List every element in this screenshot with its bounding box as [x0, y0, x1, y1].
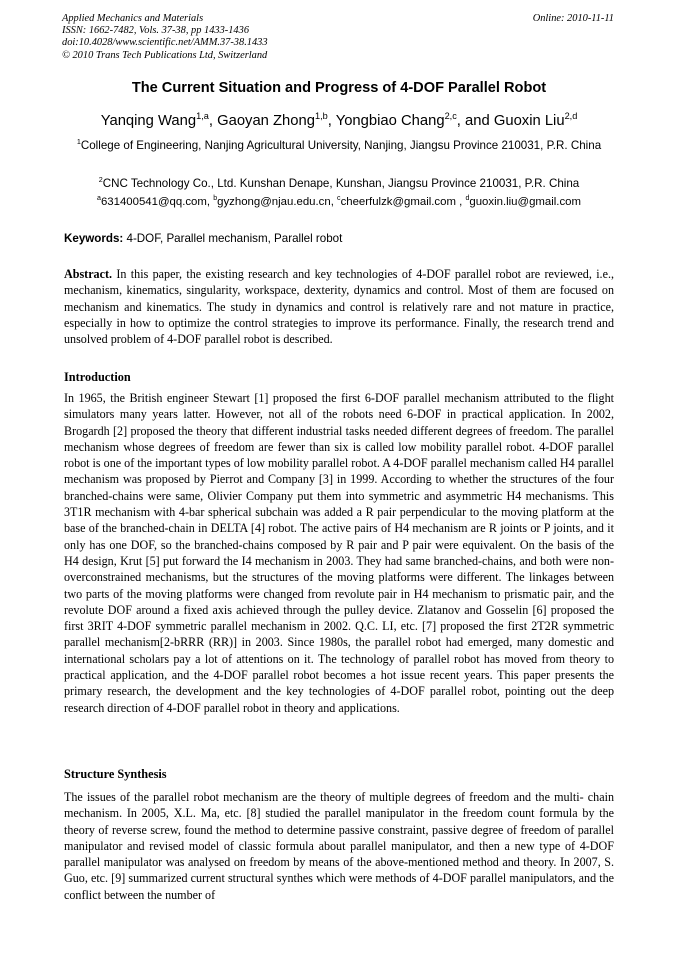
structure-synthesis-text: The issues of the parallel robot mechanism are the theory of multiple degrees of freedom and the multi- chain mechanism. In 2005, X.L. Ma, etc. [8] studied the parallel manipulator in the freedom count formula by the theory of reverse screw, found the method to determine passive constraint, passive degree of freedom of parallel manipulator and revised model of classic formula about parallel manipulator, and then a new type of 4-DOF parallel manipulator was analysed on freedom by means of the above-mentioned method and theory. In 2007, S. Guo, etc. [9] summarized current structural synthes which were methods of 4-DOF parallel manipulators, and the conflict between the number of: [64, 790, 614, 902]
email-address: guoxin.liu@gmail.com: [469, 196, 581, 208]
email-separator: ,: [455, 196, 466, 208]
online-date: Online: 2010-11-11: [532, 13, 614, 24]
author-superscript: 2,c: [444, 111, 457, 122]
affiliation-2: [64, 176, 614, 191]
keywords-text: 4-DOF, Parallel mechanism, Parallel robot: [123, 232, 343, 245]
keywords-line: [64, 232, 342, 245]
keywords-label: Keywords:: [64, 232, 124, 245]
author-superscript: 1,a: [196, 111, 209, 122]
affiliation-text: CNC Technology Co., Ltd. Kunshan Denape, Kunshan, Jiangsu Province 210031, P.R. China: [102, 177, 580, 190]
introduction-heading: Introduction: [64, 370, 131, 384]
journal-name: Applied Mechanics and Materials: [62, 13, 204, 24]
author-separator: ,: [208, 113, 218, 129]
abstract-paragraph: [64, 266, 614, 347]
author-name: Yanqing Wang: [100, 113, 197, 129]
affiliation-text: College of Engineering, Nanjing Agricultural University, Nanjing, Jiangsu Province 210031, P.R. China: [80, 139, 602, 152]
journal-header: [62, 13, 268, 62]
affiliation-1: [64, 138, 614, 153]
author-separator: ,: [327, 113, 336, 129]
email-superscript: c: [337, 195, 341, 203]
email-superscript: b: [213, 195, 218, 203]
author-name: Guoxin Liu: [493, 113, 565, 129]
abstract-text: In this paper, the existing research and key technologies of 4-DOF parallel robot are reviewed, i.e., mechanism, kinematics, singularity, workspace, dexterity, dynamics and control. Most of them are focused on mechanism and kinematics. The study in dynamics and control is relatively rare and not mature in practice, especially in how to optimize the control strategies to improve its performance. Finally, the research trend and unsolved problem of 4-DOF parallel robot is described.: [64, 267, 614, 347]
author-superscript: 1,b: [314, 111, 328, 122]
email-superscript: a: [97, 195, 101, 203]
affiliation-superscript: 1: [76, 137, 81, 147]
author-separator: , and: [456, 113, 494, 129]
email-separator: ,: [206, 196, 214, 208]
email-address: 631400541@qq.com: [100, 196, 207, 208]
doi-line: doi:10.4028/www.scientific.net/AMM.37-38.1433: [62, 37, 268, 49]
introduction-text: In 1965, the British engineer Stewart [1] proposed the first 6-DOF parallel mechanism attributed to the flight simulators many years latter. However, not all of the robots need 6-DOF in practical application. In 2002, Brogardh [2] proposed the theory that different industrial tasks needed different degrees of freedom. The parallel mechanism whose degrees of freedom are fewer than six is called low mobility parallel robot. 4-DOF parallel robot is one of the important types of low mobility parallel robot. A 4-DOF parallel mechanism called H4 parallel mechanism was proposed by Pierrot and Company [3] in 1999. According to whether the structures of the four branched-chains were same, Olivier Company put them into symmetric and asymmetric H4 mechanisms. This 3T1R mechanism with 4-bar spherical subchain was added a R pair perpendicular to the moving platform at the base of the branched-chain in DELTA [4] robot. The active pairs of H4 mechanism are R joints or P joints, and it only has one DOF, so the branched-chains composed by R pair and P pair were equivalent. On the basis of the H4 design, Krut [5] put forward the I4 mechanism in 2003. They had same branched-chains, and both were non-overconstrained mechanisms, but the structures of the moving platforms were different. The linkages between two parts of the moving platforms were changed from revolute pair in H4 mechanism to prismatic pair, and the revolute DOF around a fixed axis achieved through the pulley device. Zlatanov and Gosselin [6] proposed the first 3RIT 4-DOF symmetric parallel mechanism in 2002. Q.C. LI, etc. [7] proposed the first 2T2R symmetric parallel mechanism[2-bRRR (RR)] in 2003. Since 1980s, the parallel robot had emerged, many domestic and international scholars pay a lot of attentions on it. The technology of parallel robot has moved from theory to practical application, and the 4-DOF parallel robot becomes a hot issue recent years. This paper presents the primary research, the development and the key technologies of 4-DOF parallel robot, pointing out the deep research direction of 4-DOF parallel robot in theory and applications.: [64, 391, 614, 715]
author-list: [0, 113, 678, 129]
issn-line: ISSN: 1662-7482, Vols. 37-38, pp 1433-1436: [62, 25, 250, 37]
author-name: Yongbiao Chang: [335, 113, 445, 129]
structure-synthesis-heading: Structure Synthesis: [64, 767, 167, 781]
paper-title: The Current Situation and Progress of 4-DOF Parallel Robot: [131, 80, 547, 96]
email-separator: ,: [330, 196, 338, 208]
abstract-label: Abstract.: [64, 267, 113, 281]
author-name: Gaoyan Zhong: [217, 113, 315, 129]
affiliation-superscript: 2: [98, 175, 103, 185]
copyright-line: © 2010 Trans Tech Publications Ltd, Switzerland: [62, 49, 268, 61]
author-superscript: 2,d: [564, 111, 578, 122]
email-address: cheerfulzk@gmail.com: [340, 196, 456, 208]
email-list: [0, 196, 678, 208]
email-address: gyzhong@njau.edu.cn: [217, 196, 331, 208]
email-superscript: d: [465, 195, 470, 203]
